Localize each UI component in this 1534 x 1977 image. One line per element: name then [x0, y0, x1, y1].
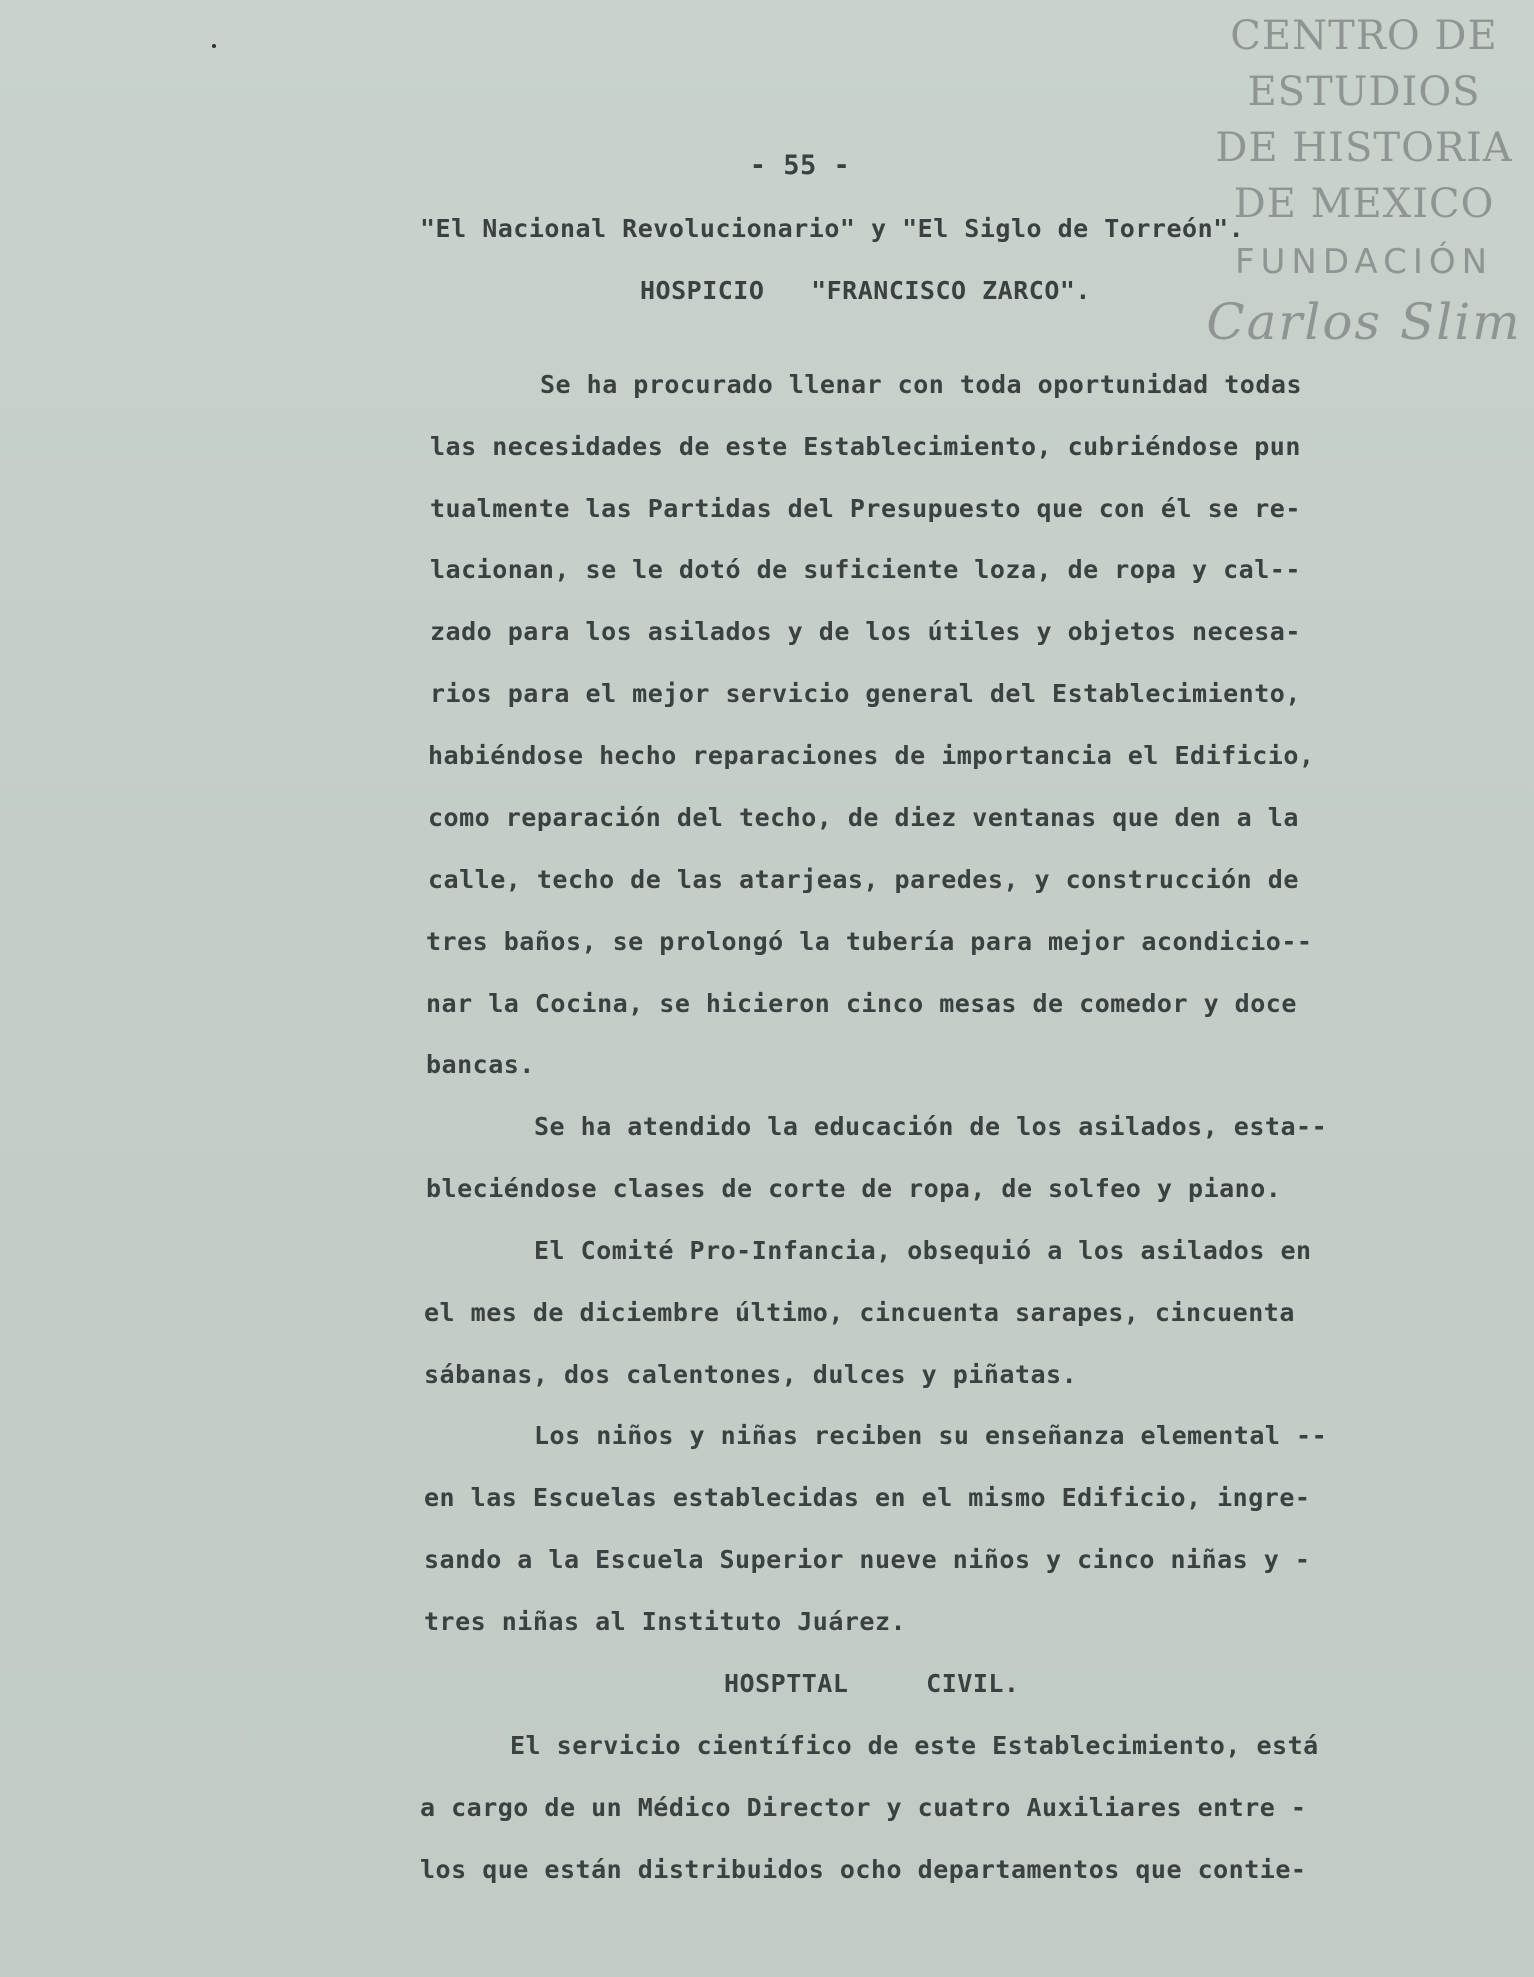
archive-watermark [1204, 8, 1524, 350]
paragraph-line: como reparación del techo, de diez ventanas que den a la [428, 803, 1299, 832]
paragraph-line: sando a la Escuela Superior nueve niños y cinco niñas y - [424, 1545, 1311, 1574]
section-title-hospicio: HOSPICIO "FRANCISCO ZARCO". [640, 276, 1091, 305]
paragraph-line: nar la Cocina, se hicieron cinco mesas de comedor y doce [426, 989, 1297, 1018]
ink-speck [212, 44, 216, 48]
watermark-line: CENTRO DE [1230, 13, 1498, 59]
paragraph-line: en las Escuelas establecidas en el mismo Edificio, ingre- [424, 1483, 1311, 1512]
paragraph-line: Se ha atendido la educación de los asilados, esta-- [534, 1112, 1328, 1141]
paragraph-line: tres baños, se prolongó la tubería para mejor acondicio-- [426, 927, 1313, 956]
newspaper-heading: "El Nacional Revolucionario" y "El Siglo de Torreón". [420, 214, 1245, 243]
page-number: - 55 - [749, 150, 851, 181]
paragraph-line: El servicio científico de este Establecimiento, está [510, 1731, 1319, 1760]
paragraph-line: sábanas, dos calentones, dulces y piñatas. [424, 1360, 1078, 1389]
paragraph-line: El Comité Pro-Infancia, obsequió a los asilados en [534, 1236, 1312, 1265]
paragraph-line: los que están distribuidos ocho departamentos que contie- [420, 1855, 1307, 1884]
paragraph-line: zado para los asilados y de los útiles y objetos necesa- [430, 617, 1301, 646]
watermark-signature: Carlos Slim [1206, 293, 1522, 351]
watermark-line: ESTUDIOS [1247, 69, 1481, 115]
paragraph-line: bleciéndose clases de corte de ropa, de solfeo y piano. [426, 1174, 1282, 1203]
paragraph-line: calle, techo de las atarjeas, paredes, y construcción de [428, 865, 1299, 894]
paragraph-line: tualmente las Partidas del Presupuesto que con él se re- [430, 494, 1301, 523]
watermark-line: DE MEXICO [1233, 181, 1495, 227]
paragraph-line: bancas. [426, 1050, 535, 1079]
paragraph-line: rios para el mejor servicio general del Establecimiento, [430, 679, 1301, 708]
watermark-line: DE HISTORIA [1215, 125, 1513, 171]
paragraph-line: tres niñas al Instituto Juárez. [424, 1607, 907, 1636]
paragraph-line: Se ha procurado llenar con toda oportunidad todas [540, 370, 1303, 399]
paragraph-line: las necesidades de este Establecimiento, cubriéndose pun [430, 432, 1301, 461]
paragraph-line: lacionan, se le dotó de suficiente loza, de ropa y cal-- [430, 555, 1301, 584]
paragraph-line: el mes de diciembre último, cincuenta sarapes, cincuenta [424, 1298, 1295, 1327]
section-title-hospital: HOSPTTAL CIVIL. [724, 1669, 1020, 1698]
watermark-fundacion: FUNDACIÓN [1234, 242, 1494, 282]
paragraph-line: Los niños y niñas reciben su enseñanza elemental -- [534, 1421, 1328, 1450]
paragraph-line: habiéndose hecho reparaciones de importancia el Edificio, [428, 741, 1315, 770]
paragraph-line: a cargo de un Médico Director y cuatro Auxiliares entre - [420, 1793, 1307, 1822]
